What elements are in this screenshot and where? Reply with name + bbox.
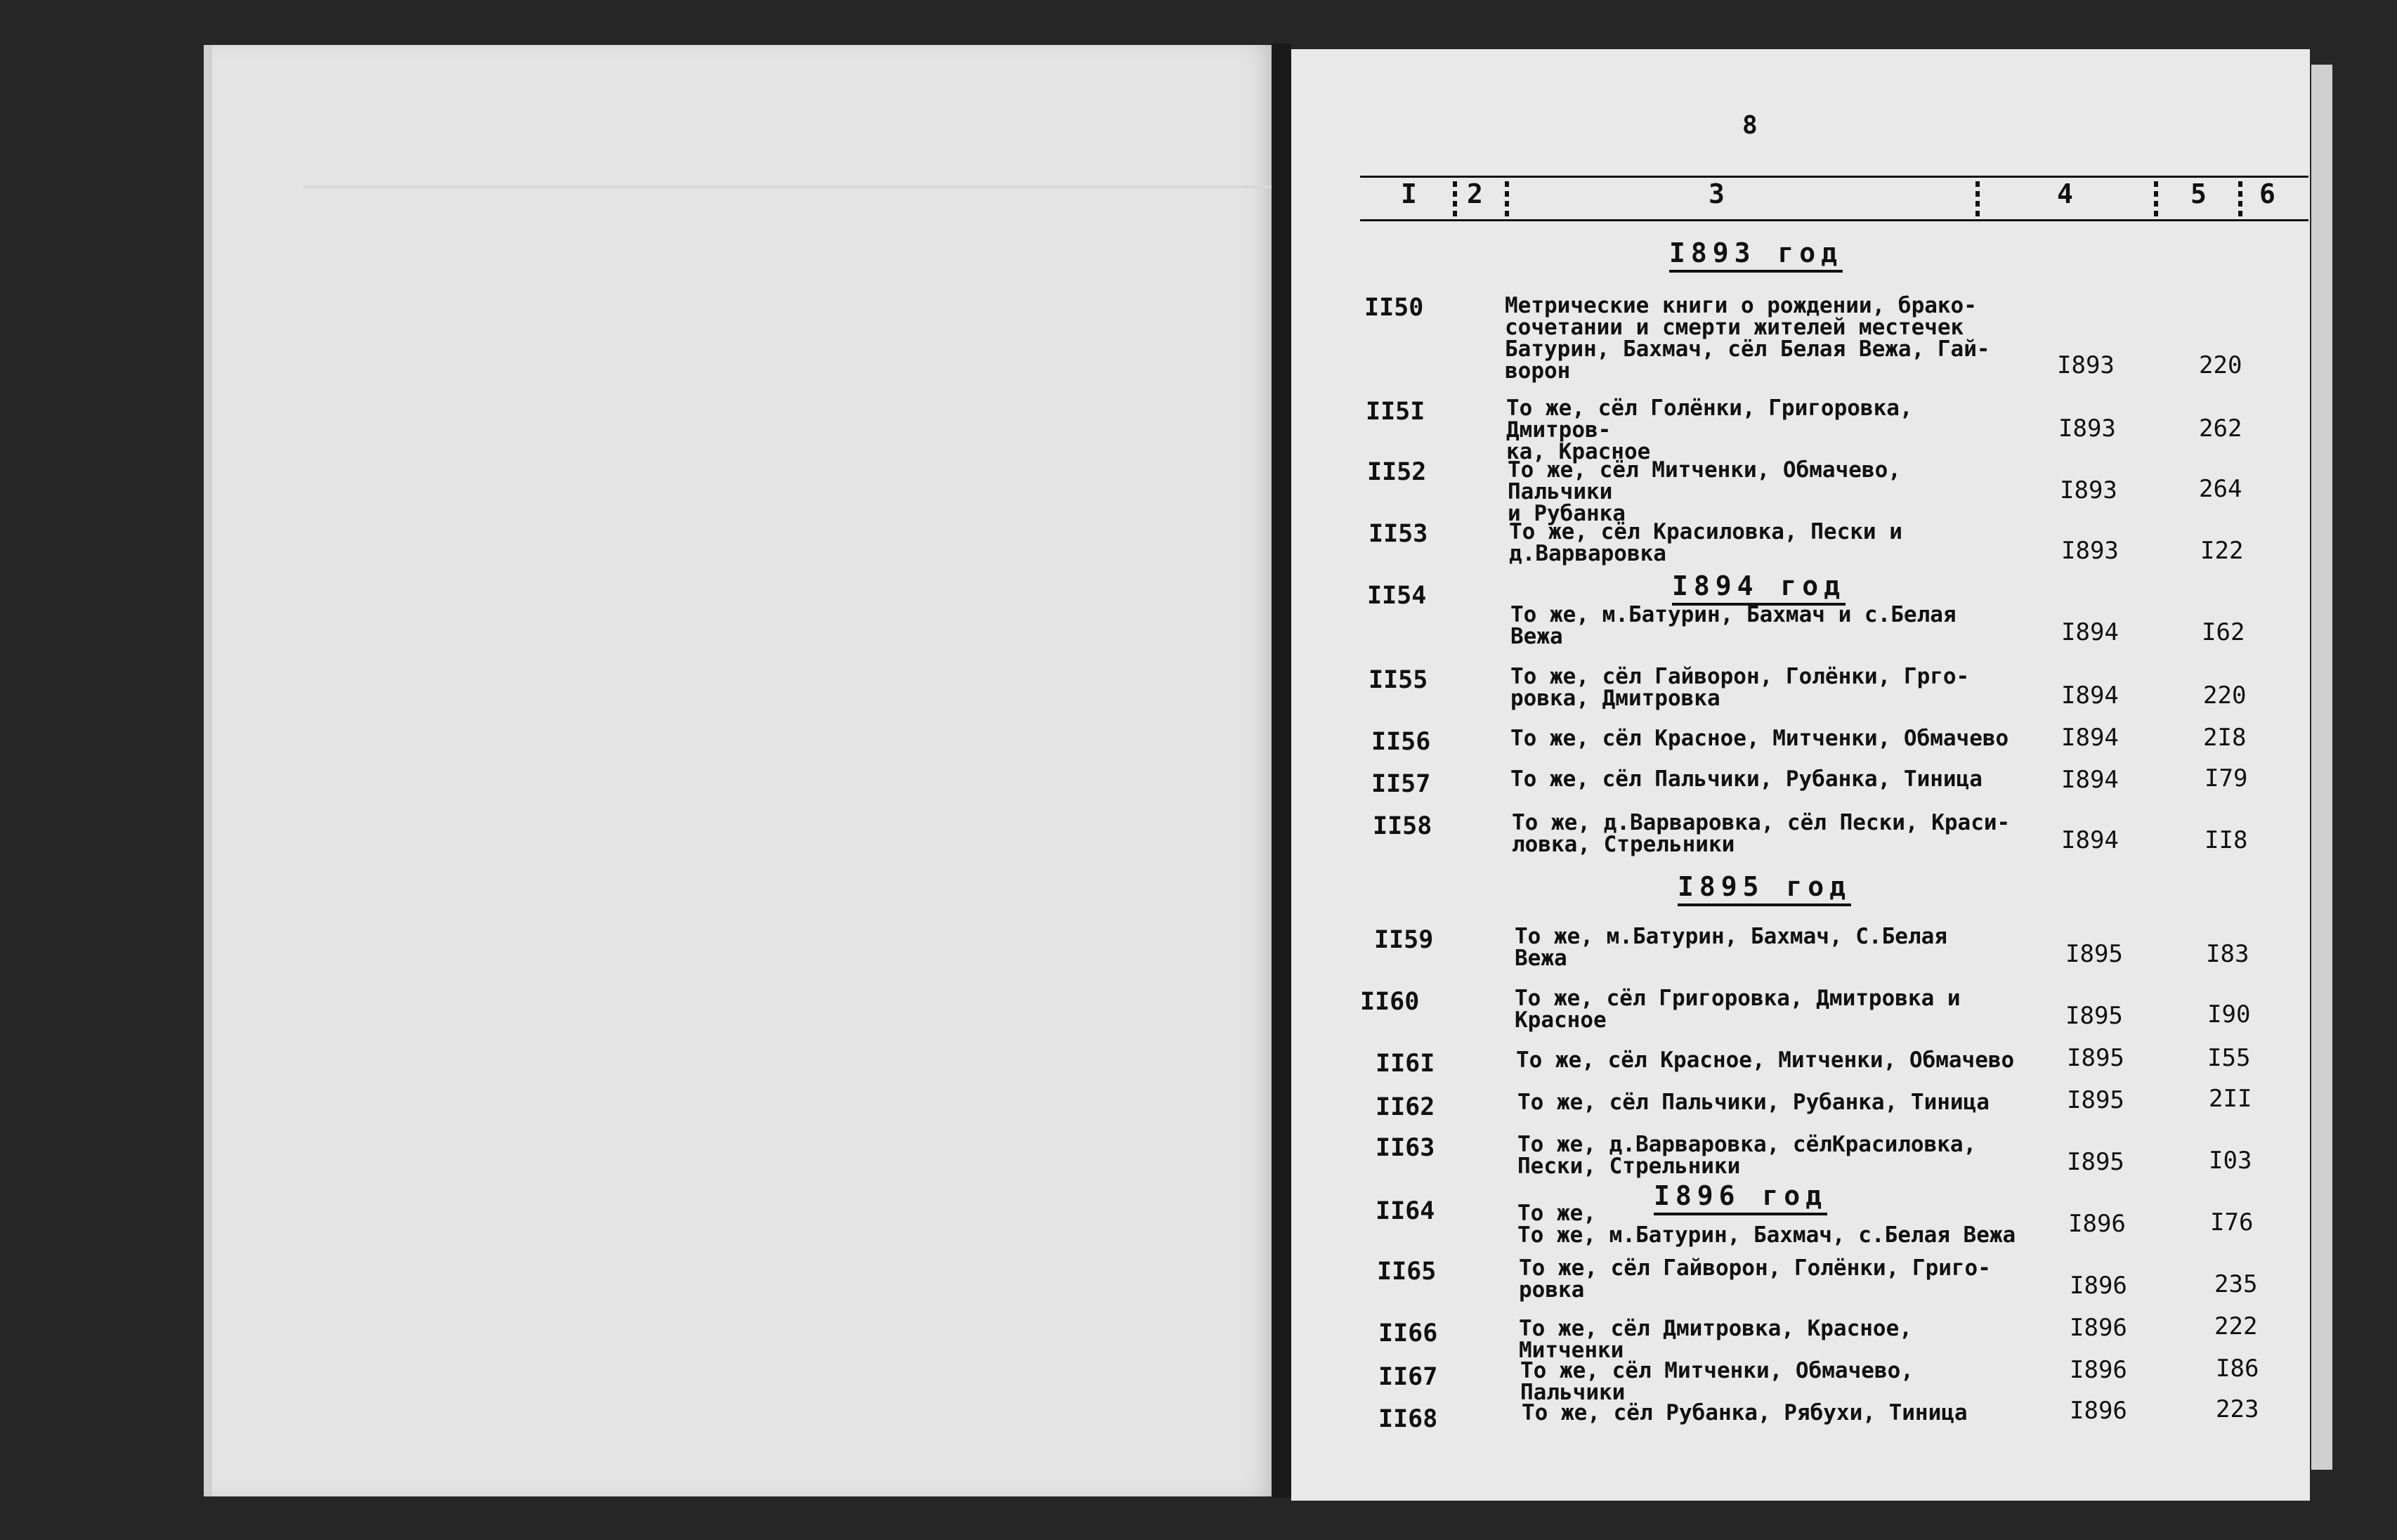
row-number: II5I	[1366, 398, 1425, 426]
row-count: 220	[2203, 681, 2247, 710]
row-count: 262	[2199, 415, 2242, 443]
row-count: I83	[2206, 940, 2249, 968]
row-description: То же, д.Варваровка, сёл Пески, Краси- ловка, Стрельники	[1512, 810, 2011, 857]
row-number: II64	[1376, 1197, 1435, 1225]
row-count: I76	[2210, 1208, 2254, 1236]
row-year: I895	[2065, 940, 2123, 968]
row-description: То же, сёл Гайворон, Голёнки, Григо- ровка	[1519, 1255, 1991, 1303]
row-year: I895	[2067, 1044, 2124, 1072]
row-count: 264	[2199, 475, 2242, 503]
row-description: Метрические книги о рождении, брако- сочетании и смерти жителей местечек Батурин, Бахмач, сёл Белая Вежа, Гай- ворон	[1505, 293, 1990, 384]
row-year: I893	[2058, 415, 2116, 443]
row-count: 2I8	[2203, 724, 2247, 752]
row-count: 223	[2216, 1395, 2259, 1423]
row-count: I79	[2205, 764, 2248, 792]
row-count: I62	[2202, 618, 2245, 646]
row-year: I896	[2070, 1356, 2127, 1384]
row-count: 222	[2214, 1312, 2258, 1340]
row-number: II60	[1360, 988, 1420, 1016]
page-edge	[2311, 65, 2332, 1470]
row-description: То же, сёл Митченки, Обмачево, Пальчики	[1520, 1358, 1914, 1405]
row-description: То же, То же, м.Батурин, Бахмач, с.Белая Вежа	[1517, 1201, 2016, 1248]
row-year: I894	[2061, 826, 2119, 854]
row-count: II8	[2205, 826, 2248, 854]
column-separator	[2238, 181, 2242, 218]
row-description: То же, сёл Пальчики, Рубанка, Тиница	[1510, 766, 1983, 792]
row-number: II67	[1378, 1363, 1438, 1391]
row-description: То же, м.Батурин, Бахмач и с.Белая Вежа	[1510, 602, 1957, 649]
column-separator	[2154, 181, 2158, 218]
year-heading-1896: I896 год	[1654, 1180, 1827, 1215]
row-number: II59	[1374, 926, 1434, 954]
column-separator	[1975, 181, 1980, 218]
row-description: То же, сёл Голёнки, Григоровка, Дмитров- ка, Красное	[1506, 396, 1913, 464]
row-number: II56	[1371, 728, 1431, 756]
year-heading-1894: I894 год	[1672, 570, 1846, 606]
row-count: I55	[2207, 1044, 2251, 1072]
row-year: I893	[2061, 537, 2119, 565]
header-bottom-rule	[1360, 219, 2308, 221]
row-description: То же, сёл Григоровка, Дмитровка и Красное	[1515, 986, 1961, 1033]
row-description: То же, сёл Красное, Митченки, Обмачево	[1510, 726, 2009, 751]
row-number: II6I	[1376, 1050, 1435, 1078]
year-heading-1895: I895 год	[1678, 871, 1851, 906]
column-separator	[1505, 181, 1509, 218]
row-count: I22	[2200, 537, 2244, 565]
row-description: То же, д.Варваровка, сёлКрасиловка, Пески, Стрельники	[1517, 1132, 1977, 1179]
row-description: То же, сёл Пальчики, Рубанка, Тиница	[1517, 1090, 1990, 1115]
left-page	[204, 45, 1280, 1496]
row-number: II68	[1378, 1405, 1438, 1433]
row-year: I895	[2067, 1148, 2124, 1176]
row-year: I895	[2067, 1086, 2124, 1114]
row-count: I86	[2216, 1355, 2259, 1383]
row-count: 2II	[2209, 1085, 2252, 1113]
row-number: II53	[1369, 520, 1428, 548]
row-description: То же, сёл Дмитровка, Красное, Митченки	[1519, 1316, 1912, 1363]
column-header-3: 3	[1709, 178, 1725, 209]
row-count: I90	[2207, 1000, 2251, 1029]
show-through-rule	[303, 185, 1273, 188]
row-year: I896	[2070, 1314, 2127, 1342]
column-separator	[1453, 181, 1457, 218]
row-year: I893	[2060, 476, 2117, 504]
header-top-rule	[1360, 176, 2308, 178]
row-description: То же, сёл Гайворон, Голёнки, Грго- ровка, Дмитровка	[1510, 664, 1970, 711]
row-number: II57	[1371, 770, 1431, 798]
row-count: 235	[2214, 1270, 2258, 1298]
row-year: I894	[2061, 766, 2119, 794]
row-count: I03	[2209, 1147, 2252, 1175]
row-number: II52	[1367, 458, 1427, 486]
column-header-2: 2	[1467, 178, 1483, 209]
page-number: 8	[1742, 111, 1758, 140]
row-year: I896	[2070, 1272, 2127, 1300]
row-description: То же, сёл Митченки, Обмачево, Пальчики и Рубанка	[1508, 457, 1901, 526]
row-year: I896	[2070, 1397, 2127, 1425]
row-year: I894	[2061, 681, 2119, 710]
row-number: II62	[1376, 1093, 1435, 1121]
year-heading-1893: I893 год	[1669, 237, 1843, 273]
row-count: 220	[2199, 351, 2242, 379]
row-number: II66	[1378, 1319, 1438, 1348]
row-number: II58	[1373, 812, 1432, 840]
row-year: I893	[2057, 351, 2115, 379]
row-number: II65	[1377, 1258, 1437, 1286]
row-description: То же, сёл Красиловка, Пески и д.Варваровка	[1509, 519, 1902, 566]
column-header-6: 6	[2259, 178, 2275, 209]
row-year: I896	[2068, 1210, 2126, 1238]
column-header-4: 4	[2057, 178, 2073, 209]
row-year: I894	[2061, 724, 2119, 752]
column-header-1: I	[1401, 178, 1417, 209]
row-number: II50	[1364, 294, 1424, 322]
row-number: II55	[1369, 666, 1428, 694]
row-year: I895	[2065, 1002, 2123, 1030]
row-year: I894	[2061, 618, 2119, 646]
row-number: II54	[1367, 582, 1427, 610]
column-header-5: 5	[2190, 178, 2207, 209]
row-description: То же, м.Батурин, Бахмач, С.Белая Вежа	[1515, 924, 1947, 971]
row-description: То же, сёл Красное, Митченки, Обмачево	[1516, 1048, 2015, 1073]
row-description: То же, сёл Рубанка, Рябухи, Тиница	[1522, 1400, 1968, 1425]
book-gutter	[1272, 44, 1291, 1498]
row-number: II63	[1376, 1134, 1435, 1162]
